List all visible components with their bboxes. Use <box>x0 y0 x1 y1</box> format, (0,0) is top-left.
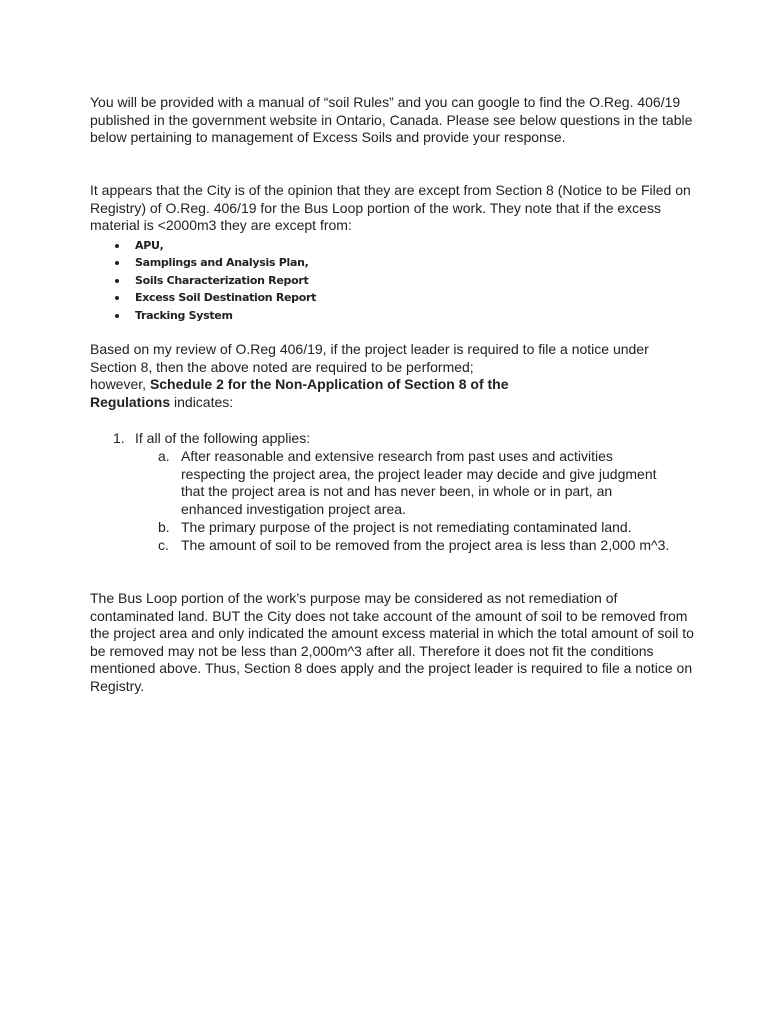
bullet-icon <box>115 296 119 300</box>
review-line: Based on my review of O.Reg 406/19, if the project leader is required to file a notice under Section 8, then the above noted are required to be performed; <box>90 341 649 375</box>
review-paragraph <box>90 341 700 411</box>
condition-b-text: The primary purpose of the project is not remediating contaminated land. <box>181 519 632 535</box>
condition-c-label: c. <box>158 537 169 553</box>
bullet-icon <box>115 279 119 283</box>
conclusion-paragraph: The Bus Loop portion of the work’s purpose may be considered as not remediation of contaminated land. BUT the City does not take account of the amount of soil to be removed from the project area and only indicated the amount excess material in which the total amount of soil to be removed may not be less than 2,000m^3 after all. Therefore it does not fit the conditions mentioned above. Thus, Section 8 does apply and the project leader is required to file a notice on Registry. <box>90 590 694 694</box>
bullet-icon <box>115 261 119 265</box>
list-item: Samplings and Analysis Plan, <box>115 254 316 271</box>
intro-paragraph: You will be provided with a manual of “soil Rules” and you can google to find the O.Reg. 406/19 published in the government website in Ontario, Canada. Please see below questions in the table below pertaining to management of Excess Soils and provide your response. <box>90 94 693 146</box>
condition-c-text: The amount of soil to be removed from the project area is less than 2,000 m^3. <box>181 537 670 553</box>
list-item: Tracking System <box>115 307 316 324</box>
condition-lead: If all of the following applies: <box>135 430 311 446</box>
condition-a-text: After reasonable and extensive research from past uses and activities respecting the project area, the project leader may decide and give judgment that the project area is not and has never been, in whole or in part, an enhanced investigation project area. <box>181 448 657 517</box>
schedule-title: Schedule 2 for the Non-Application of Section 8 of the Regulations <box>90 376 509 410</box>
list-item: APU, <box>115 237 316 254</box>
city-opinion-paragraph: It appears that the City is of the opinion that they are except from Section 8 (Notice to be Filed on Registry) of O.Reg. 406/19 for the Bus Loop portion of the work. They note that if the excess material is <2000m3 they are except from: <box>90 182 691 234</box>
condition-number: 1. <box>113 430 125 446</box>
list-item: Excess Soil Destination Report <box>115 289 316 306</box>
bullet-icon <box>115 244 119 248</box>
condition-a-label: a. <box>158 448 170 464</box>
list-item: Soils Characterization Report <box>115 272 316 289</box>
except-list <box>115 237 316 324</box>
bullet-icon <box>115 314 119 318</box>
condition-b-label: b. <box>158 519 170 535</box>
schedule-reference: however, Schedule 2 for the Non-Application of Section 8 of the Regulations indicates: <box>90 376 509 410</box>
